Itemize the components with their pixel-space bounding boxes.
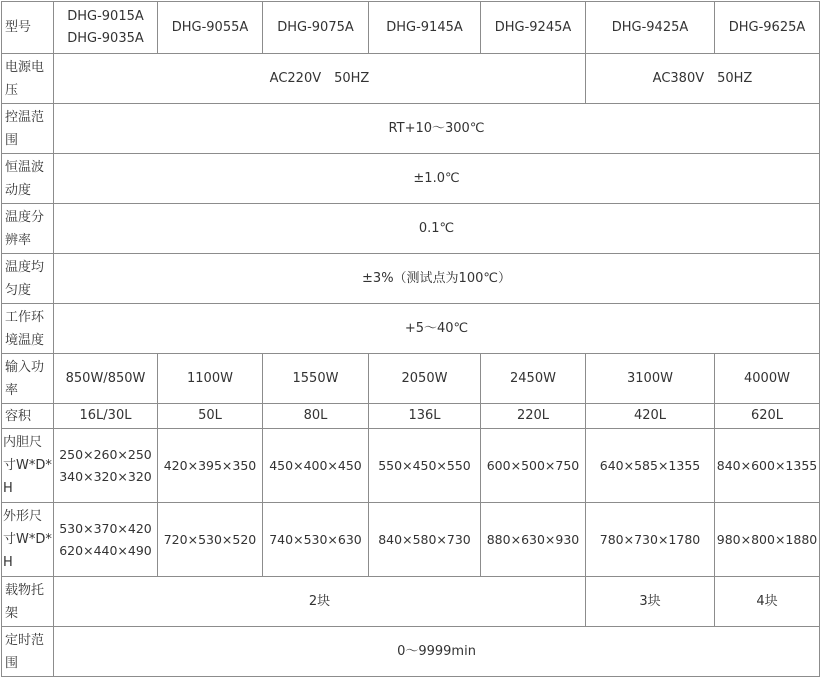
input-power-value: 3100W xyxy=(586,354,715,404)
outer-size-value: 720×530×520 xyxy=(158,503,263,577)
row-label-volume: 容积 xyxy=(2,404,54,429)
temp-resolution-value: 0.1℃ xyxy=(54,204,820,254)
power-supply-large: AC380V 50HZ xyxy=(586,54,820,104)
outer-size-value: 840×580×730 xyxy=(369,503,481,577)
inner-size-first xyxy=(54,429,158,503)
input-power-value: 4000W xyxy=(715,354,820,404)
spec-table xyxy=(1,1,820,677)
row-label-temp-fluctuation: 恒温波动度 xyxy=(2,154,54,204)
temp-range-row xyxy=(2,104,820,154)
model-cell-5: DHG-9245A xyxy=(481,2,586,54)
model-name: DHG-9015A xyxy=(67,8,144,24)
volume-value: 136L xyxy=(369,404,481,429)
input-power-value: 2450W xyxy=(481,354,586,404)
outer-size-first xyxy=(54,503,158,577)
input-power-value: 1100W xyxy=(158,354,263,404)
timer-row xyxy=(2,627,820,677)
volume-value: 16L/30L xyxy=(54,404,158,429)
outer-size-value: 780×730×1780 xyxy=(586,503,715,577)
model-cell-6: DHG-9425A xyxy=(586,2,715,54)
outer-size-line: 530×370×420 xyxy=(59,520,152,536)
outer-size-line: 620×440×490 xyxy=(59,542,152,558)
model-name: DHG-9035A xyxy=(67,30,144,46)
row-label-outer-size: 外形尺寸W*D*H xyxy=(2,503,54,577)
row-label-timer: 定时范围 xyxy=(2,627,54,677)
volume-value: 420L xyxy=(586,404,715,429)
ambient-temp-value: +5～40℃ xyxy=(54,304,820,354)
shelves-mid: 3块 xyxy=(586,577,715,627)
inner-size-value: 450×400×450 xyxy=(263,429,369,503)
volume-value: 220L xyxy=(481,404,586,429)
outer-size-value: 740×530×630 xyxy=(263,503,369,577)
inner-size-value: 420×395×350 xyxy=(158,429,263,503)
volume-value: 80L xyxy=(263,404,369,429)
row-label-ambient-temp: 工作环境温度 xyxy=(2,304,54,354)
inner-size-value: 840×600×1355 xyxy=(715,429,820,503)
volume-value: 50L xyxy=(158,404,263,429)
row-label-temp-uniformity: 温度均匀度 xyxy=(2,254,54,304)
inner-size-value: 640×585×1355 xyxy=(586,429,715,503)
power-supply-small: AC220V 50HZ xyxy=(54,54,586,104)
input-power-value: 2050W xyxy=(369,354,481,404)
temp-resolution-row xyxy=(2,204,820,254)
temp-uniformity-value: ±3%（测试点为100℃） xyxy=(54,254,820,304)
input-power-row xyxy=(2,354,820,404)
temp-uniformity-row xyxy=(2,254,820,304)
row-label-shelves: 载物托架 xyxy=(2,577,54,627)
header-row xyxy=(2,2,820,54)
outer-size-value: 980×800×1880 xyxy=(715,503,820,577)
row-label-model: 型号 xyxy=(2,2,54,54)
row-label-input-power: 输入功率 xyxy=(2,354,54,404)
model-cell-7: DHG-9625A xyxy=(715,2,820,54)
shelves-small: 2块 xyxy=(54,577,586,627)
inner-size-value: 600×500×750 xyxy=(481,429,586,503)
input-power-value: 850W/850W xyxy=(54,354,158,404)
row-label-power-supply: 电源电压 xyxy=(2,54,54,104)
timer-value: 0～9999min xyxy=(54,627,820,677)
outer-size-value: 880×630×930 xyxy=(481,503,586,577)
input-power-value: 1550W xyxy=(263,354,369,404)
model-cell-2: DHG-9055A xyxy=(158,2,263,54)
row-label-temp-range: 控温范围 xyxy=(2,104,54,154)
model-cell-1 xyxy=(54,2,158,54)
shelves-large: 4块 xyxy=(715,577,820,627)
ambient-temp-row xyxy=(2,304,820,354)
inner-size-line: 340×320×320 xyxy=(59,468,152,484)
inner-size-value: 550×450×550 xyxy=(369,429,481,503)
outer-size-row xyxy=(2,503,820,577)
shelves-row xyxy=(2,577,820,627)
temp-fluctuation-row xyxy=(2,154,820,204)
temp-range-value: RT+10～300℃ xyxy=(54,104,820,154)
volume-row xyxy=(2,404,820,429)
model-cell-4: DHG-9145A xyxy=(369,2,481,54)
row-label-temp-resolution: 温度分辨率 xyxy=(2,204,54,254)
volume-value: 620L xyxy=(715,404,820,429)
inner-size-line: 250×260×250 xyxy=(59,446,152,462)
inner-size-row xyxy=(2,429,820,503)
temp-fluctuation-value: ±1.0℃ xyxy=(54,154,820,204)
row-label-inner-size: 内胆尺寸W*D*H xyxy=(2,429,54,503)
model-cell-3: DHG-9075A xyxy=(263,2,369,54)
power-supply-row xyxy=(2,54,820,104)
